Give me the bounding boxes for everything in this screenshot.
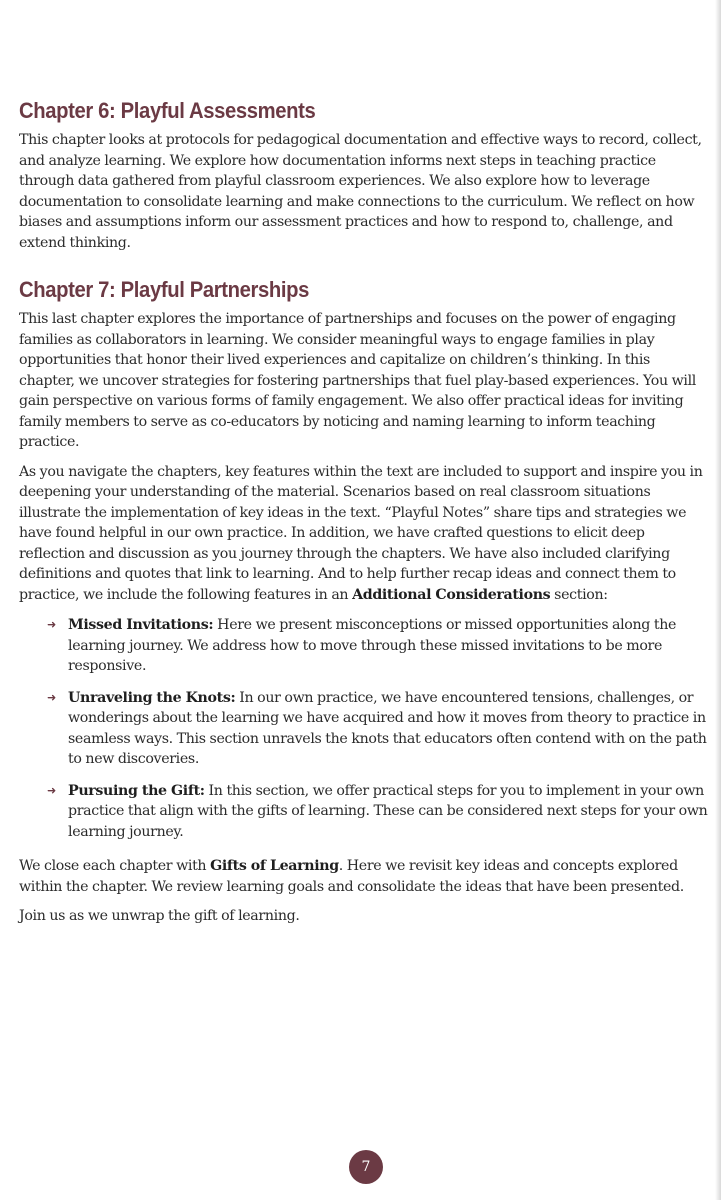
navigate-paragraph	[19, 462, 709, 606]
feature-text: Here we present misconceptions or missed opportunities along the learning journey. We address how to move through these missed invitations to be more responsive.	[68, 617, 677, 674]
features-list	[19, 615, 709, 842]
navigate-text: As you navigate the chapters, key features within the text are included to support and inspire you in deepening your understanding of the material. Scenarios based on real classroom situations illustrate the implementation of key ideas in the text. “Playful Notes” share tips and strategies we have found helpful in our own practice. In addition, we have crafted questions to elicit deep reflection and discussion as you journey through the chapters. We have also included clarifying definitions and quotes that link to learning. And to help further recap ideas and connect them to practice, we include the following features in an	[19, 463, 703, 603]
chapter-7-heading: Chapter 7: Playful Partnerships	[19, 277, 310, 302]
feature-label: Pursuing the Gift:	[68, 782, 205, 799]
closing-before: We close each chapter with	[19, 858, 207, 874]
feature-item-unraveling-knots	[45, 688, 709, 770]
gifts-of-learning-bold: Gifts of Learning	[210, 858, 339, 874]
closing-after: . Here we revisit key ideas and concepts explored within the chapter. We review learning goals and consolidate the ideas that have been presented.	[19, 858, 684, 895]
navigate-after: section:	[554, 586, 608, 603]
arrow-right-icon: ➜	[47, 690, 56, 704]
additional-considerations-bold: Additional Considerations	[352, 586, 551, 603]
arrow-right-icon: ➜	[47, 783, 56, 797]
page-content	[19, 96, 709, 936]
chapter-6-body: This chapter looks at protocols for pedagogical documentation and effective ways to record, collect, and analyze learning. We explore how documentation informs next steps in teaching practice through data gathered from playful classroom experiences. We also explore how to leverage documentation to consolidate learning and make connections to the curriculum. We reflect on how biases and assumptions inform our assessment practices and how to respond to, challenge, and extend thinking.	[19, 132, 702, 251]
chapter-6-heading: Chapter 6: Playful Assessments	[19, 98, 316, 123]
chapter-7-section	[19, 275, 709, 453]
chapter-7-body: This last chapter explores the importance of partnerships and focuses on the power of engaging families as collaborators in learning. We consider meaningful ways to engage families in play opportunities that honor their lived experiences and capitalize on children’s thinking. In this chapter, we uncover strategies for fostering partnerships that fuel play-based experiences. You will gain perspective on various forms of family engagement. We also offer practical ideas for inviting family members to serve as co-educators by noticing and naming learning to inform teaching practice.	[19, 311, 696, 450]
feature-text: In our own practice, we have encountered tensions, challenges, or wonderings about the learning we have acquired and how it moves from theory to practice in seamless ways. This section unravels the knots that educators often contend with on the path to new discoveries.	[68, 689, 707, 767]
feature-label: Unraveling the Knots:	[68, 689, 236, 706]
chapter-6-section	[19, 96, 709, 253]
arrow-right-icon: ➜	[47, 618, 56, 631]
feature-text: In this section, we offer practical steps for you to implement in your own practice that align with the gifts of learning. These can be considered next steps for your own learning journey.	[68, 782, 708, 840]
feature-label: Missed Invitations:	[68, 617, 214, 633]
closing-paragraph	[19, 856, 709, 897]
feature-item-missed-invitations	[45, 615, 709, 677]
page-edge-shadow	[715, 0, 721, 1200]
page-number-badge: 7	[349, 1150, 383, 1184]
final-line: Join us as we unwrap the gift of learning.	[19, 908, 300, 924]
feature-item-pursuing-gift	[45, 781, 709, 843]
